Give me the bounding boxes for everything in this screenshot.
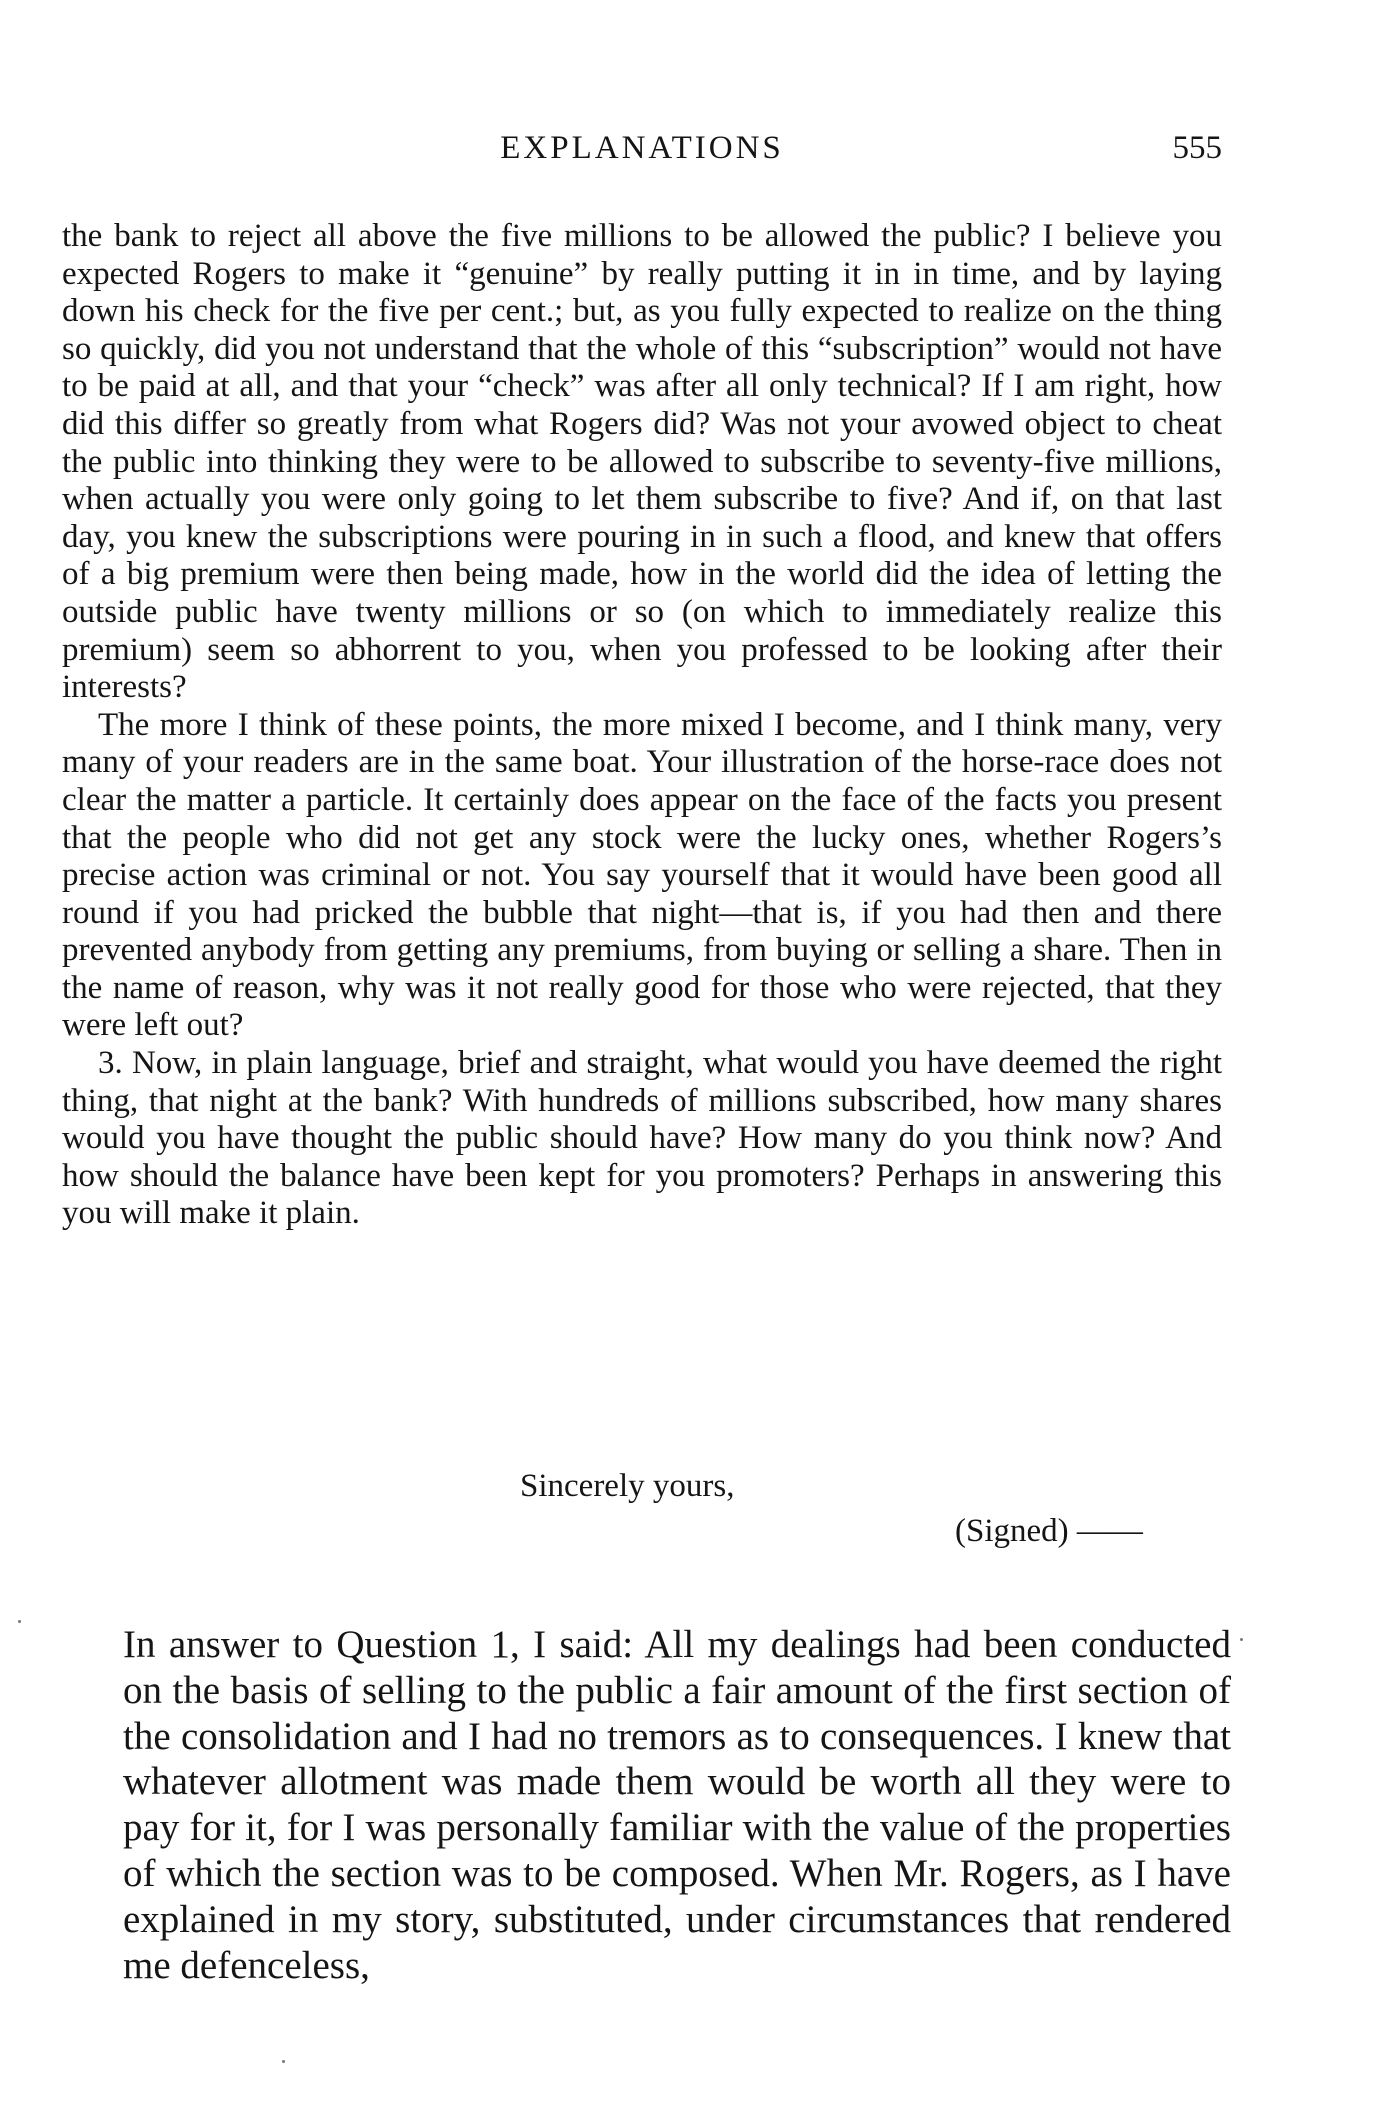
letter-closing: Sincerely yours, [520, 1468, 735, 1504]
scan-speck [1240, 1638, 1243, 1641]
letter-paragraph-3: 3. Now, in plain language, brief and straight, what would you have deemed the right thing, that night at the bank? With hundreds of millions subscribed, how many shares would you have thought the public should have? How many do you think now? And how should the balance have been kept for you promoters? Perhaps in answering this you will make it plain. [62, 1045, 1222, 1232]
letter-paragraph-1: the bank to reject all above the five millions to be allowed the public? I believe you expected Rogers to make it “genuine” by really putting it in in time, and by laying down his check for the five per cent.; but, as you fully expected to realize on the thing so quickly, did you not understand that the whole of this “subscription” would not have to be paid at all, and that your “check” was after all only technical? If I am right, how did this differ so greatly from what Rogers did? Was not your avowed object to cheat the public into thinking they were to be allowed to subscribe to seventy-five millions, when actually you were only going to let them subscribe to five? And if, on that last day, you knew the subscriptions were pouring in in such a flood, and knew that offers of a big premium were then being made, how in the world did the idea of letting the outside public have twenty millions or so (on which to immediately realize this premium) seem so abhorrent to you, when you professed to be looking after their interests? [62, 218, 1222, 706]
letter-paragraph-2: The more I think of these points, the more mixed I become, and I think many, very many of your readers are in the same boat. Your illustration of the horse-race does not clear the matter a particle. It certainly does appear on the face of the facts you present that the people who did not get any stock were the lucky ones, whether Rogers’s precise action was criminal or not. You say yourself that it would have been good all round if you had pricked the bubble that night—that is, if you had then and there prevented anybody from getting any premiums, from buying or selling a share. Then in the name of reason, why was it not really good for those who were rejected, that they were left out? [62, 706, 1222, 1044]
running-header [62, 130, 1222, 176]
scan-speck [18, 1620, 21, 1623]
author-answer [123, 1622, 1231, 1988]
reader-letter [62, 218, 1222, 1233]
page-number: 555 [1172, 130, 1222, 166]
running-title: EXPLANATIONS [500, 130, 784, 166]
scan-speck [282, 2060, 285, 2063]
letter-signature: (Signed) —— [955, 1513, 1143, 1549]
answer-paragraph: In answer to Question 1, I said: All my dealings had been conducted on the basis of selling to the public a fair amount of the first section of the consolidation and I had no tremors as to consequences. I knew that whatever allotment was made them would be worth all they were to pay for it, for I was personally familiar with the value of the properties of which the section was to be composed. When Mr. Rogers, as I have explained in my story, substituted, under circumstances that rendered me defenceless, [123, 1623, 1231, 1987]
